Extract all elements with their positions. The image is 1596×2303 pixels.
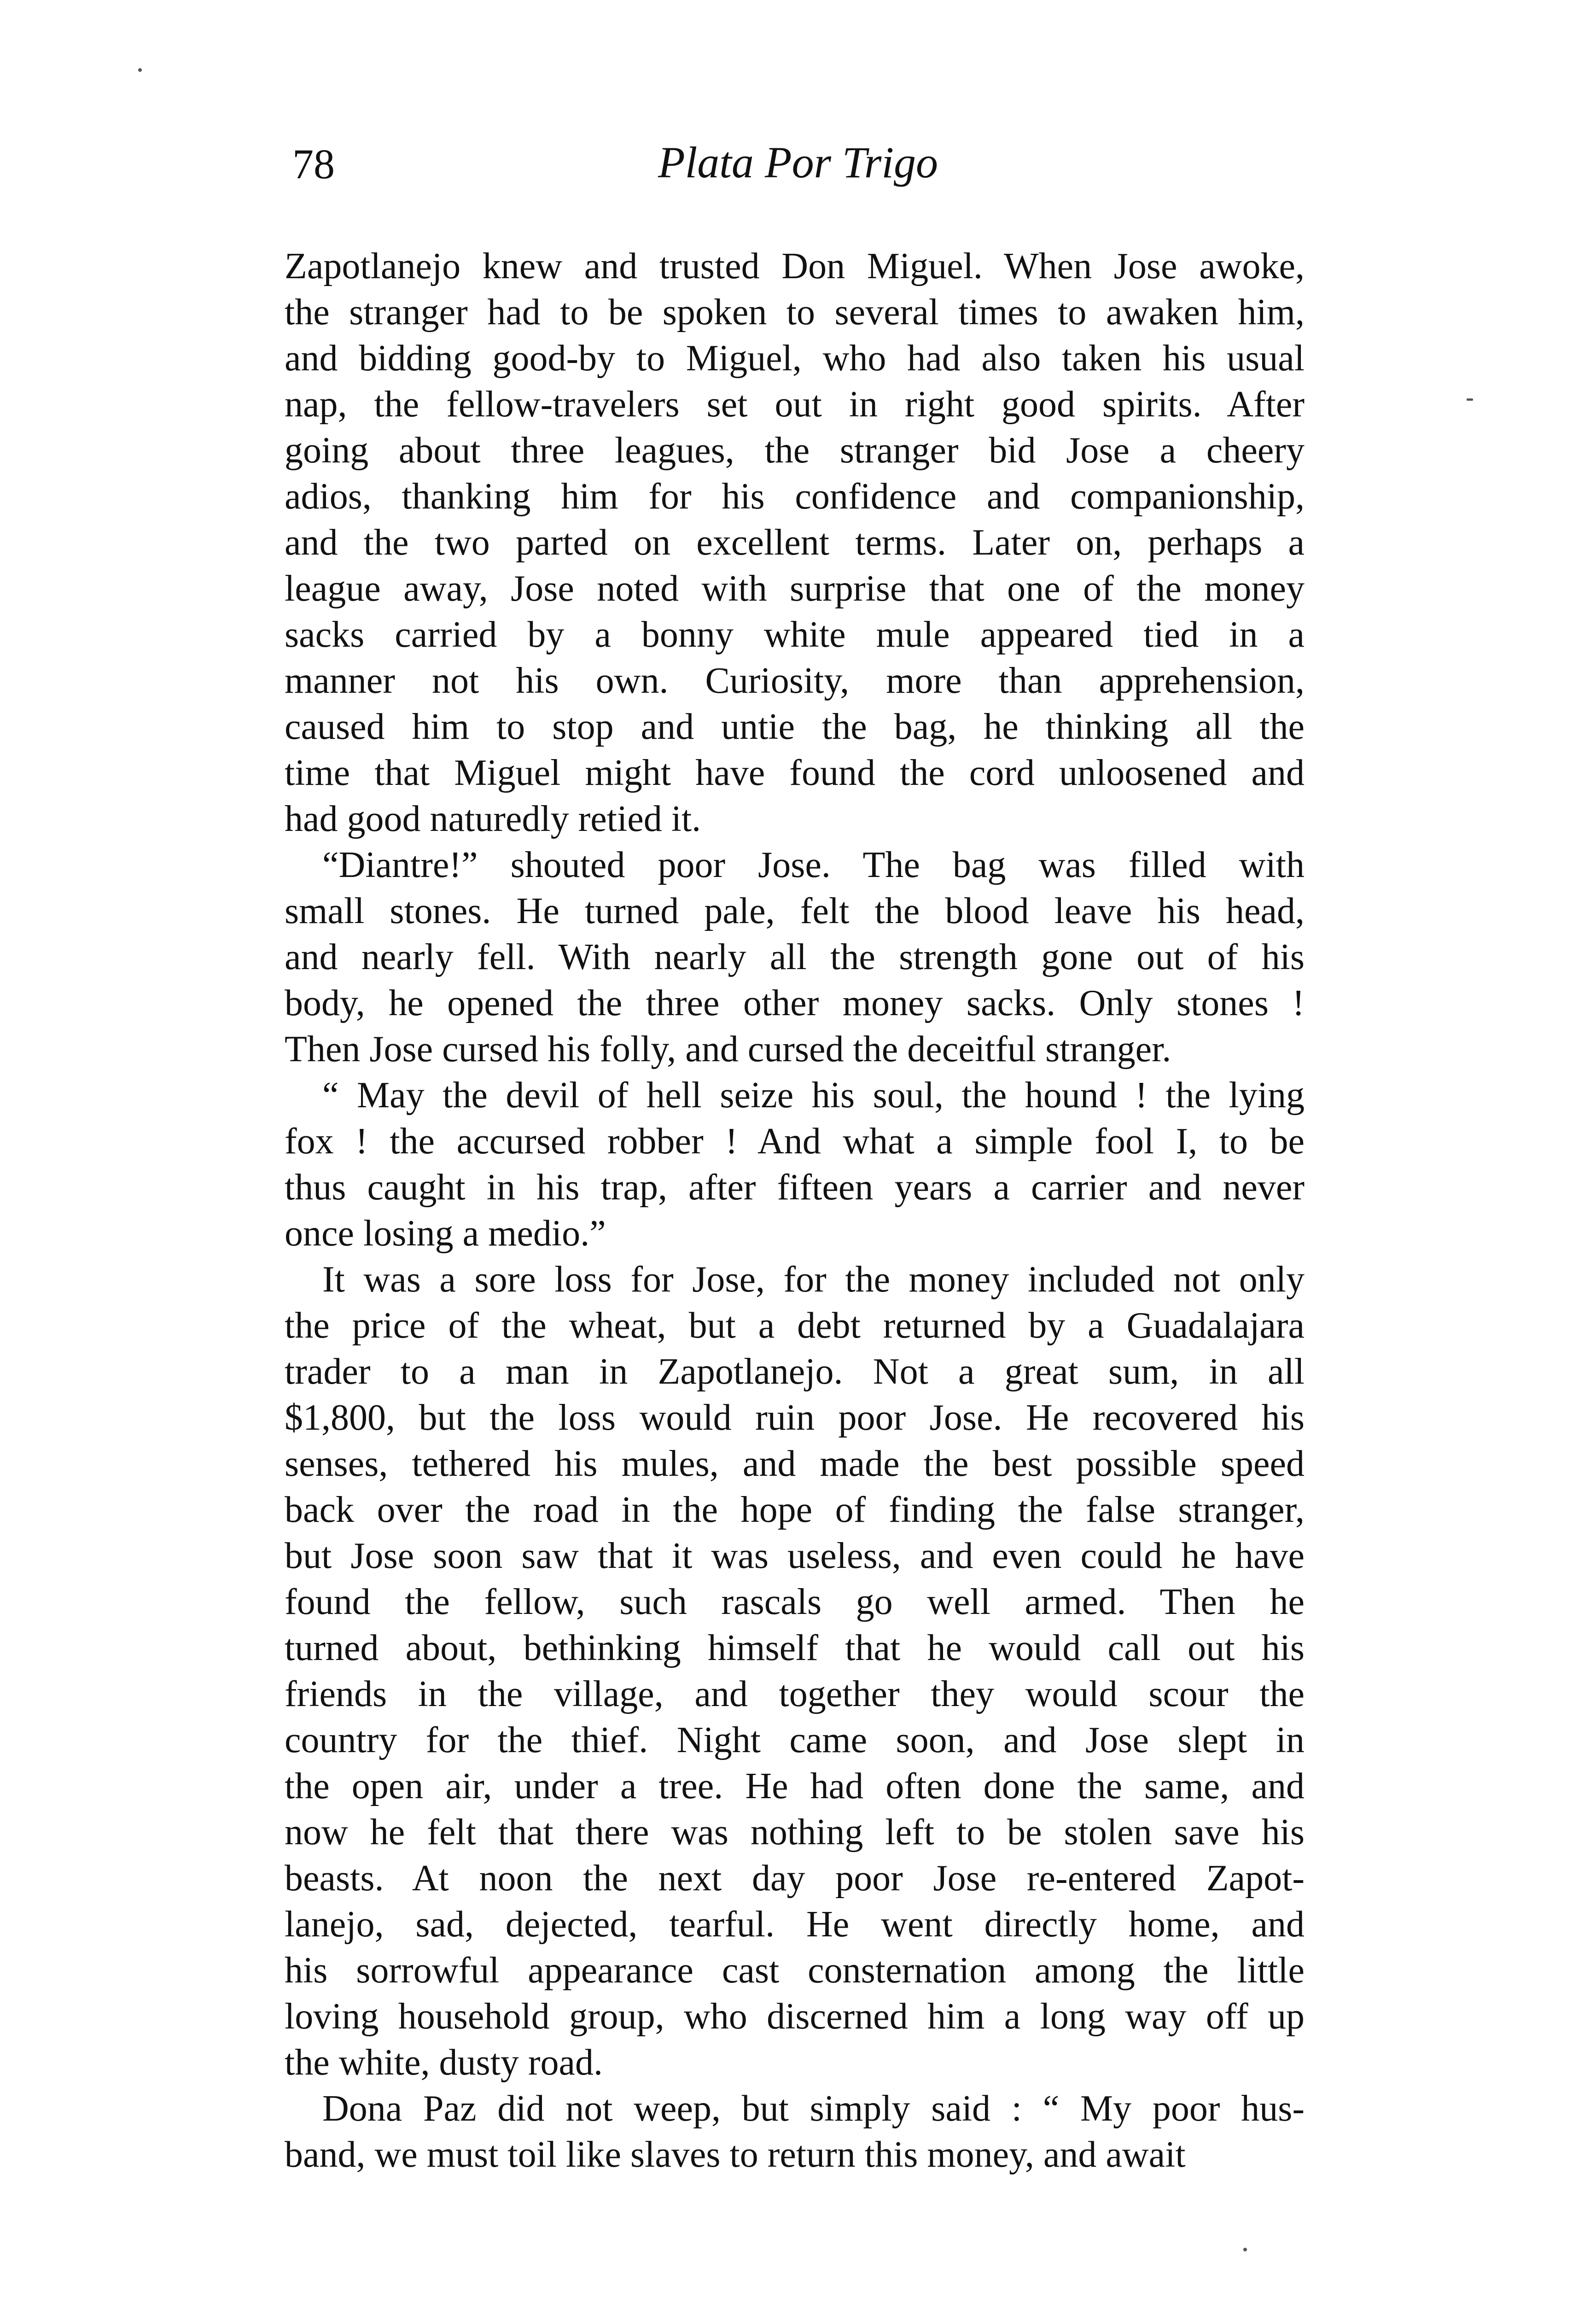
running-title: Plata Por Trigo <box>658 138 938 187</box>
text-line: $1,800, but the loss would ruin poor Jose. He recovered his <box>285 1397 1305 1438</box>
text-line: thus caught in his trap, after fifteen years a carrier and never <box>285 1167 1305 1208</box>
paragraph <box>285 2086 1305 2178</box>
text-line: It was a sore loss for Jose, for the money included not only <box>322 1259 1305 1300</box>
text-line: caused him to stop and untie the bag, he thinking all the <box>285 707 1305 747</box>
paragraph <box>285 1072 1305 1257</box>
text-line: “Diantre!” shouted poor Jose. The bag was filled with <box>322 845 1305 885</box>
text-line: Dona Paz did not weep, but simply said : “ My poor hus- <box>322 2088 1305 2129</box>
text-line: once losing a medio.” <box>285 1213 606 1254</box>
text-line: the price of the wheat, but a debt returned by a Guadalajara <box>285 1305 1305 1346</box>
text-line: the open air, under a tree. He had often done the same, and <box>285 1766 1305 1806</box>
text-line: the white, dusty road. <box>285 2042 603 2083</box>
text-line: loving household group, who discerned him a long way off up <box>285 1996 1305 2037</box>
text-line: going about three leagues, the stranger bid Jose a cheery <box>285 430 1305 471</box>
text-line: small stones. He turned pale, felt the blood leave his head, <box>285 891 1305 931</box>
text-line: Zapotlanejo knew and trusted Don Miguel. When Jose awoke, <box>285 246 1305 286</box>
paper-speck <box>138 68 142 72</box>
page-number: 78 <box>292 140 335 187</box>
text-line: nap, the fellow-travelers set out in right good spirits. After <box>285 384 1305 425</box>
text-line: lanejo, sad, dejected, tearful. He went directly home, and <box>285 1904 1305 1945</box>
text-line: his sorrowful appearance cast consternation among the little <box>285 1950 1305 1991</box>
text-line: had good naturedly retied it. <box>285 799 701 839</box>
text-line: and nearly fell. With nearly all the strength gone out of his <box>285 937 1305 977</box>
text-line: and the two parted on excellent terms. Later on, perhaps a <box>285 522 1305 563</box>
text-line: turned about, bethinking himself that he would call out his <box>285 1628 1305 1668</box>
text-line: senses, tethered his mules, and made the best possible speed <box>285 1444 1305 1484</box>
text-line: league away, Jose noted with surprise that one of the money <box>285 568 1305 609</box>
paper-speck <box>1243 2248 1247 2251</box>
text-line: manner not his own. Curiosity, more than apprehension, <box>285 661 1305 701</box>
text-line: fox ! the accursed robber ! And what a simple fool I, to be <box>285 1121 1305 1162</box>
text-line: the stranger had to be spoken to several times to awaken him, <box>285 292 1305 333</box>
text-line: now he felt that there was nothing left to be stolen save his <box>285 1812 1305 1853</box>
text-line: friends in the village, and together they would scour the <box>285 1674 1305 1714</box>
text-line: and bidding good-by to Miguel, who had also taken his usual <box>285 338 1305 379</box>
paragraph <box>285 1257 1305 2086</box>
text-line: beasts. At noon the next day poor Jose re-entered Zapot- <box>285 1858 1305 1899</box>
text-line: back over the road in the hope of finding the false stranger, <box>285 1490 1305 1530</box>
text-line: Then Jose cursed his folly, and cursed the deceitful stranger. <box>285 1029 1171 1070</box>
paragraph <box>285 842 1305 1072</box>
text-line: “ May the devil of hell seize his soul, the hound ! the lying <box>322 1075 1305 1116</box>
text-line: country for the thief. Night came soon, and Jose slept in <box>285 1720 1305 1760</box>
text-line: but Jose soon saw that it was useless, and even could he have <box>285 1536 1305 1576</box>
text-line: time that Miguel might have found the cord unloosened and <box>285 753 1305 793</box>
text-line: sacks carried by a bonny white mule appeared tied in a <box>285 614 1305 655</box>
text-line: adios, thanking him for his confidence and companionship, <box>285 476 1305 517</box>
text-line: band, we must toil like slaves to return this money, and await <box>285 2134 1186 2175</box>
text-line: body, he opened the three other money sacks. Only stones ! <box>285 983 1305 1023</box>
body-text <box>285 243 1305 2178</box>
paragraph <box>285 243 1305 842</box>
paper-speck <box>1467 398 1473 401</box>
text-line: trader to a man in Zapotlanejo. Not a great sum, in all <box>285 1351 1305 1392</box>
text-line: found the fellow, such rascals go well armed. Then he <box>285 1582 1305 1622</box>
